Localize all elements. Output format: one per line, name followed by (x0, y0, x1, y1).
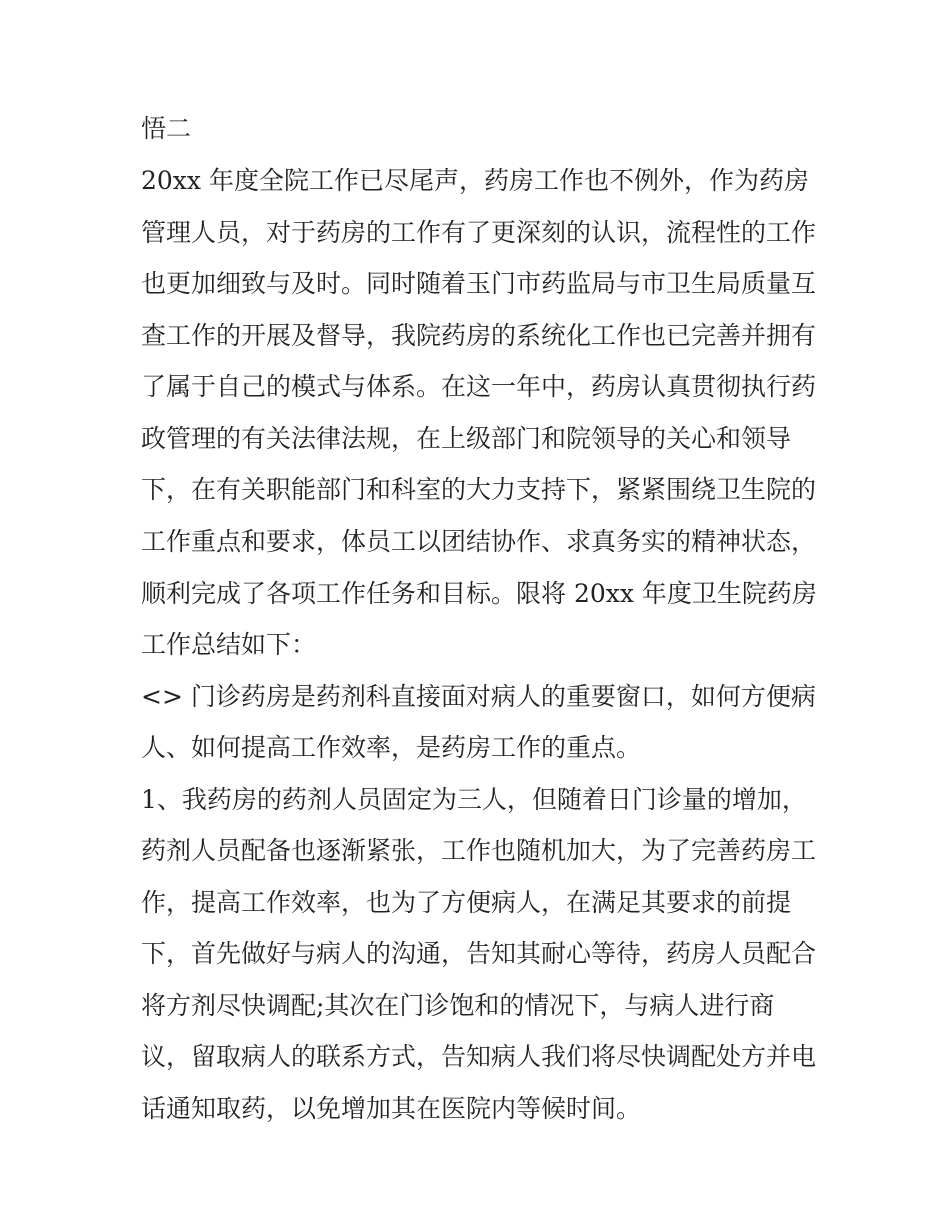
paragraph-line: 工作总结如下： (141, 630, 317, 659)
paragraph-line: 将方剂尽快调配;其次在门诊饱和的情况下，与病人进行商 (141, 991, 775, 1020)
paragraph-line: 20xx 年度全院工作已尽尾声，药房工作也不例外，作为药房 (141, 166, 809, 195)
paragraph-line: 也更加细致与及时。同时随着玉门市药监局与市卫生局质量互 (141, 269, 817, 298)
section-heading: 悟二 (141, 114, 192, 143)
paragraph-line: 1、我药房的药剂人员固定为三人，但随着日门诊量的增加， (141, 785, 807, 814)
paragraph-line: 下，首先做好与病人的沟通，告知其耐心等待，药房人员配合 (141, 939, 817, 968)
paragraph-line: 话通知取药，以免增加其在医院内等候时间。 (141, 1094, 642, 1123)
paragraph-line: 政管理的有关法律法规，在上级部门和院领导的关心和领导 (141, 424, 792, 453)
paragraph-line: 查工作的开展及督导，我院药房的系统化工作也已完善并拥有 (141, 321, 817, 350)
paragraph-line: 作，提高工作效率，也为了方便病人，在满足其要求的前提 (141, 888, 792, 917)
paragraph-line: 议，留取病人的联系方式，告知病人我们将尽快调配处方并电 (141, 1042, 817, 1071)
paragraph-line: 人、如何提高工作效率，是药房工作的重点。 (141, 733, 642, 762)
paragraph-line: 工作重点和要求，体员工以团结协作、求真务实的精神状态， (141, 527, 817, 556)
paragraph-line: 顺利完成了各项工作任务和目标。限将 20xx 年度卫生院药房 (141, 579, 817, 608)
paragraph-line: 了属于自己的模式与体系。在这一年中，药房认真贯彻执行药 (141, 372, 817, 401)
paragraph-line: 下，在有关职能部门和科室的大力支持下，紧紧围绕卫生院的 (141, 475, 817, 504)
paragraph-line: 管理人员，对于药房的工作有了更深刻的认识，流程性的工作 (141, 218, 817, 247)
paragraph-line: 药剂人员配备也逐渐紧张，工作也随机加大，为了完善药房工 (141, 836, 817, 865)
paragraph-line: <> 门诊药房是药剂科直接面对病人的重要窗口，如何方便病 (141, 682, 816, 711)
